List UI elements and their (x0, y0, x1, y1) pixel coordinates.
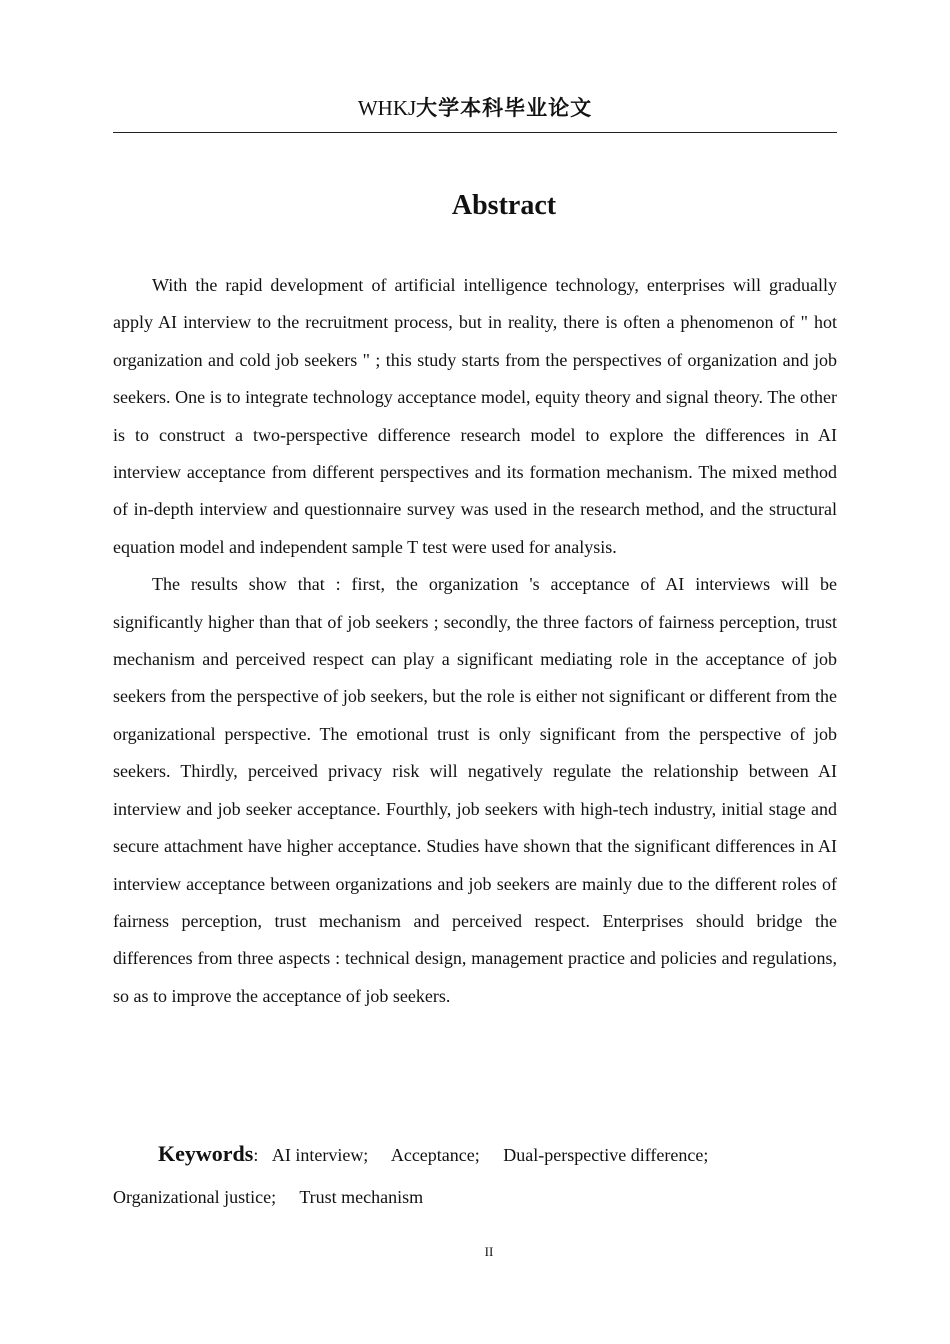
abstract-paragraph-1: With the rapid development of artificial intelligence technology, enterprises will gradually apply AI interview to the recruitment process, but in reality, there is often a phenomenon of " hot organization and cold job seekers " ; this study starts from the perspectives of organization and job seekers. One is to integrate technology acceptance model, equity theory and signal theory. The other is to construct a two-perspective difference research model to explore the differences in AI interview acceptance from different perspectives and its formation mechanism. The mixed method of in-depth interview and questionnaire survey was used in the research method, and the structural equation model and independent sample T test were used for analysis. (113, 275, 837, 557)
keywords-label: Keywords (158, 1141, 254, 1166)
header-title-cjk: 大学本科毕业论文 (416, 96, 593, 120)
keyword-item: Dual-perspective difference; (503, 1145, 709, 1165)
keywords-block (113, 1133, 837, 1218)
abstract-title: Abstract (451, 190, 557, 221)
header-title-latin: WHKJ (357, 96, 417, 120)
keyword-item: Acceptance; (390, 1145, 480, 1165)
abstract-body (113, 267, 837, 1015)
abstract-paragraph-2: The results show that : first, the organization 's acceptance of AI interviews will be significantly higher than that of job seekers ; secondly, the three factors of fairness perception, trust mechanism and perceived respect can play a significant mediating role in the acceptance of job seekers from the perspective of job seekers, but the role is either not significant or different from the organizational perspective. The emotional trust is only significant from the perspective of job seekers. Thirdly, perceived privacy risk will negatively regulate the relationship between AI interview and job seeker acceptance. Fourthly, job seekers with high-tech industry, initial stage and secure attachment have higher acceptance. Studies have shown that the significant differences in AI interview acceptance between organizations and job seekers are mainly due to the different roles of fairness perception, trust mechanism and perceived respect. Enterprises should bridge the differences from three aspects : technical design, management practice and policies and regulations, so as to improve the acceptance of job seekers. (113, 574, 837, 1006)
keywords-separator: : (253, 1145, 259, 1165)
header-title (358, 92, 592, 124)
keyword-item: Organizational justice; (113, 1187, 277, 1207)
running-header (113, 92, 837, 133)
page-number: II (484, 1244, 494, 1259)
keyword-item: Trust mechanism (299, 1187, 424, 1207)
keyword-item: AI interview; (271, 1145, 369, 1165)
